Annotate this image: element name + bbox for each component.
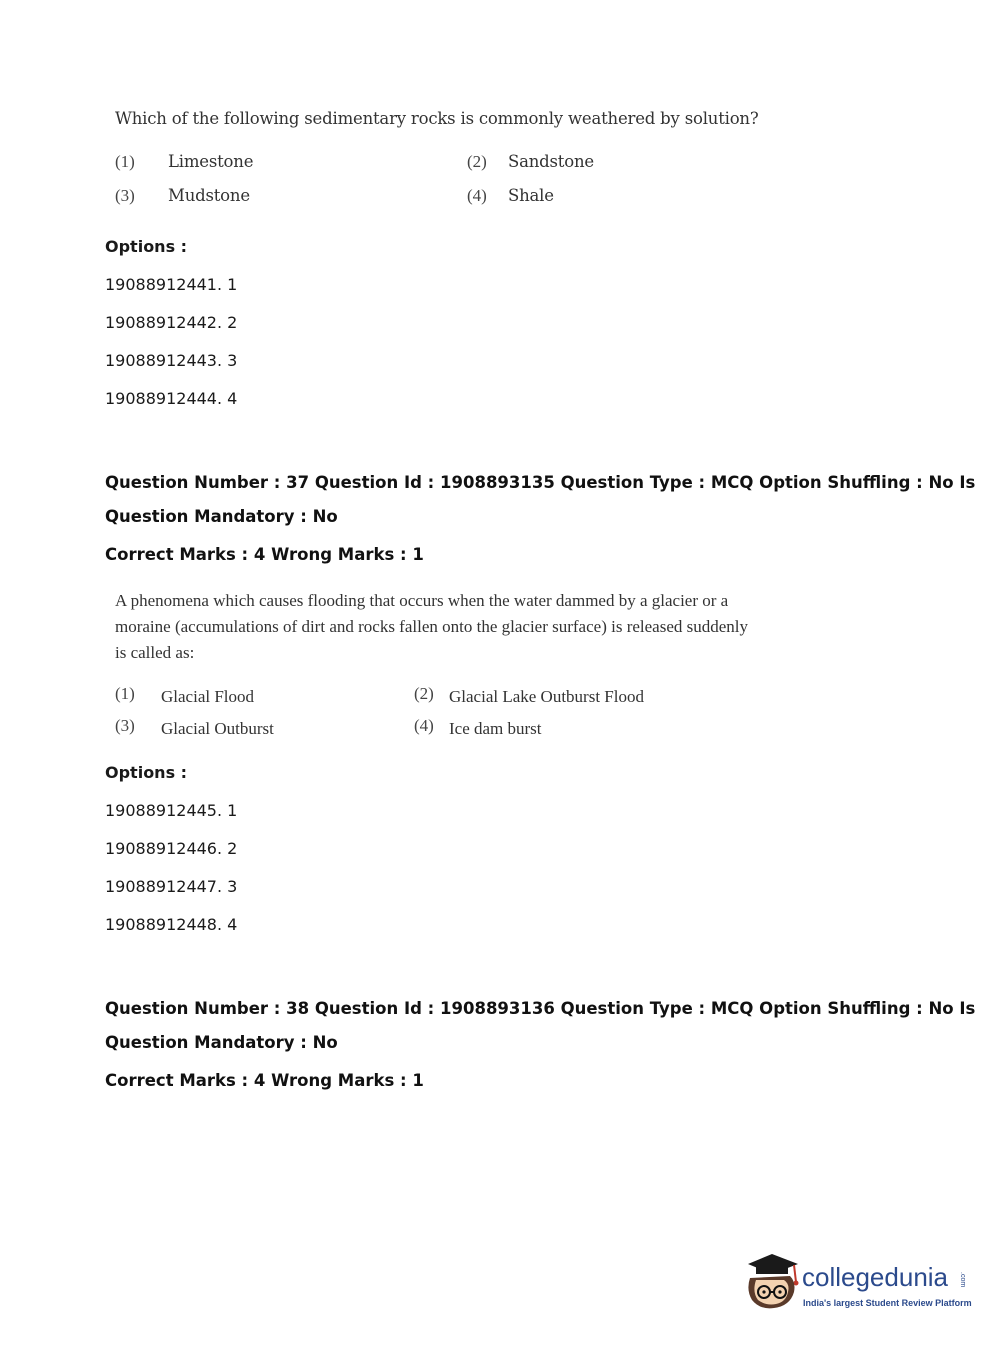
q36-option-1: 19088912441. 1 [105, 275, 238, 294]
collegedunia-logo[interactable] [742, 1250, 972, 1320]
q36-choice-3-text: Mudstone [168, 186, 250, 205]
q37-meta-line-1: Question Number : 37 Question Id : 1908893135 Question Type : MCQ Option Shuffling : No Is [105, 473, 976, 492]
q38-marks: Correct Marks : 4 Wrong Marks : 1 [105, 1071, 424, 1090]
q36-choice-1-text: Limestone [168, 152, 254, 171]
q37-stem-line-2: moraine (accumulations of dirt and rocks fallen onto the glacier surface) is released suddenly [115, 617, 749, 636]
q37-option-3: 19088912447. 3 [105, 877, 238, 896]
q36-choice-4-text: Shale [508, 186, 554, 205]
q36-choice-4-num: (4) [467, 186, 487, 205]
q37-choice-1-num: (1) [115, 684, 135, 703]
q38-meta-line-1: Question Number : 38 Question Id : 1908893136 Question Type : MCQ Option Shuffling : No Is [105, 999, 976, 1018]
q37-choice-3-num: (3) [115, 716, 135, 735]
q37-option-4: 19088912448. 4 [105, 915, 238, 934]
logo-tagline: India's largest Student Review Platform [803, 1298, 972, 1308]
q37-stem-line-3: is called as: [115, 643, 195, 662]
q36-options-label: Options : [105, 237, 188, 256]
q38-meta-line-2: Question Mandatory : No [105, 1033, 338, 1052]
logo-wordmark: collegedunia [802, 1262, 949, 1292]
q37-choice-1-text: Glacial Flood [161, 687, 255, 706]
q36-choice-2-num: (2) [467, 152, 487, 171]
q36-option-3: 19088912443. 3 [105, 351, 238, 370]
q36-option-2: 19088912442. 2 [105, 313, 238, 332]
q37-stem-line-1: A phenomena which causes flooding that occurs when the water dammed by a glacier or a [115, 591, 729, 610]
q37-choice-4-text: Ice dam burst [449, 719, 542, 738]
q37-choice-2-text: Glacial Lake Outburst Flood [449, 687, 644, 706]
q37-option-2: 19088912446. 2 [105, 839, 238, 858]
q36-choice-1-num: (1) [115, 152, 135, 171]
q36-choice-3-num: (3) [115, 186, 135, 205]
q37-meta-line-2: Question Mandatory : No [105, 507, 338, 526]
q36-stem: Which of the following sedimentary rocks is commonly weathered by solution? [115, 109, 759, 128]
q37-option-1: 19088912445. 1 [105, 801, 238, 820]
mascot-icon [742, 1250, 802, 1312]
logo-suffix: .com [959, 1272, 966, 1288]
q37-options-label: Options : [105, 763, 188, 782]
q37-choice-4-num: (4) [414, 716, 434, 735]
q36-choice-2-text: Sandstone [508, 152, 594, 171]
q37-choice-2-num: (2) [414, 684, 434, 703]
q37-choice-3-text: Glacial Outburst [161, 719, 274, 738]
q37-marks: Correct Marks : 4 Wrong Marks : 1 [105, 545, 424, 564]
q36-option-4: 19088912444. 4 [105, 389, 238, 408]
